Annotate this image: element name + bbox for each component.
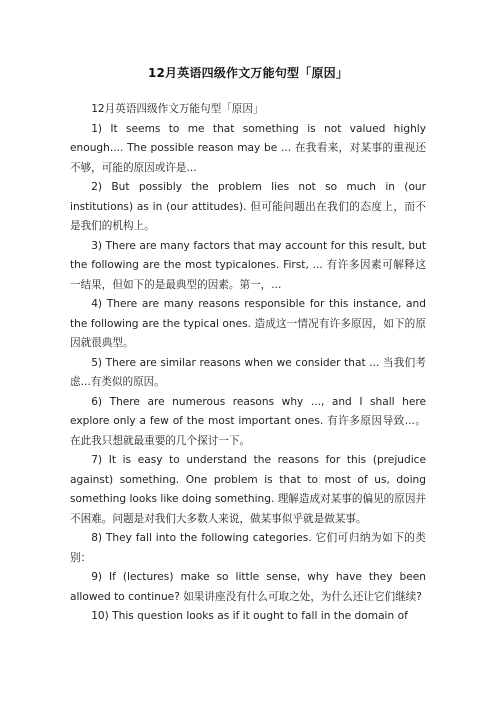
- page-title: 12月英语四级作文万能句型「原因」: [147, 66, 349, 80]
- sentence-item-4: 4) There are many reasons responsible for this instance, and the following are the typical ones. 造成这一情况有许多原因，如下的原因就很典型。: [70, 298, 426, 349]
- sentence-item-10: 10) This question looks as if it ought to fall in the domain of: [91, 610, 408, 622]
- sentence-item-2: 2) But possibly the problem lies not so much in (our institutions) as in (our attitudes). 但可能问题出在我们的态度上，而不是我们的机构上。: [70, 181, 426, 232]
- sentence-item-3: 3) There are many factors that may account for this result, but the following are the most typicalones. First, ... 有许多因素可解释这一结果，但如下的是最典型的因素。第一，...: [70, 239, 426, 291]
- sentence-item-5: 5) There are similar reasons when we consider that ... 当我们考虑...有类似的原因。: [70, 356, 426, 388]
- sentence-item-9: 9) If (lectures) make so little sense, why have they been allowed to continue? 如果讲座没有什么可取之处，为什么还让它们继续?: [70, 571, 426, 603]
- sentence-item-1: 1) It seems to me that something is not valued highly enough.... The possible reason may be ... 在我看来，对某事的重视还不够，可能的原因或许是...: [70, 122, 426, 174]
- sentence-item-7: 7) It is easy to understand the reasons for this (prejudice against) something. One problem is that to most of us, doing something looks like doing something. 理解造成对某事的偏见的原因并不困难。问题是对我们大多数人来说，做某事似乎就是做某事。: [70, 454, 427, 525]
- sentence-item-8: 8) They fall into the following categories. 它们可归纳为如下的类别：: [70, 532, 426, 564]
- sentence-item-6: 6) There are numerous reasons why ..., and I shall here explore only a few of the most important ones. 有许多原因导致...。在此我只想就最重要的几个探讨一下。: [70, 395, 426, 447]
- document-subtitle: 12月英语四级作文万能句型「原因」: [91, 103, 264, 115]
